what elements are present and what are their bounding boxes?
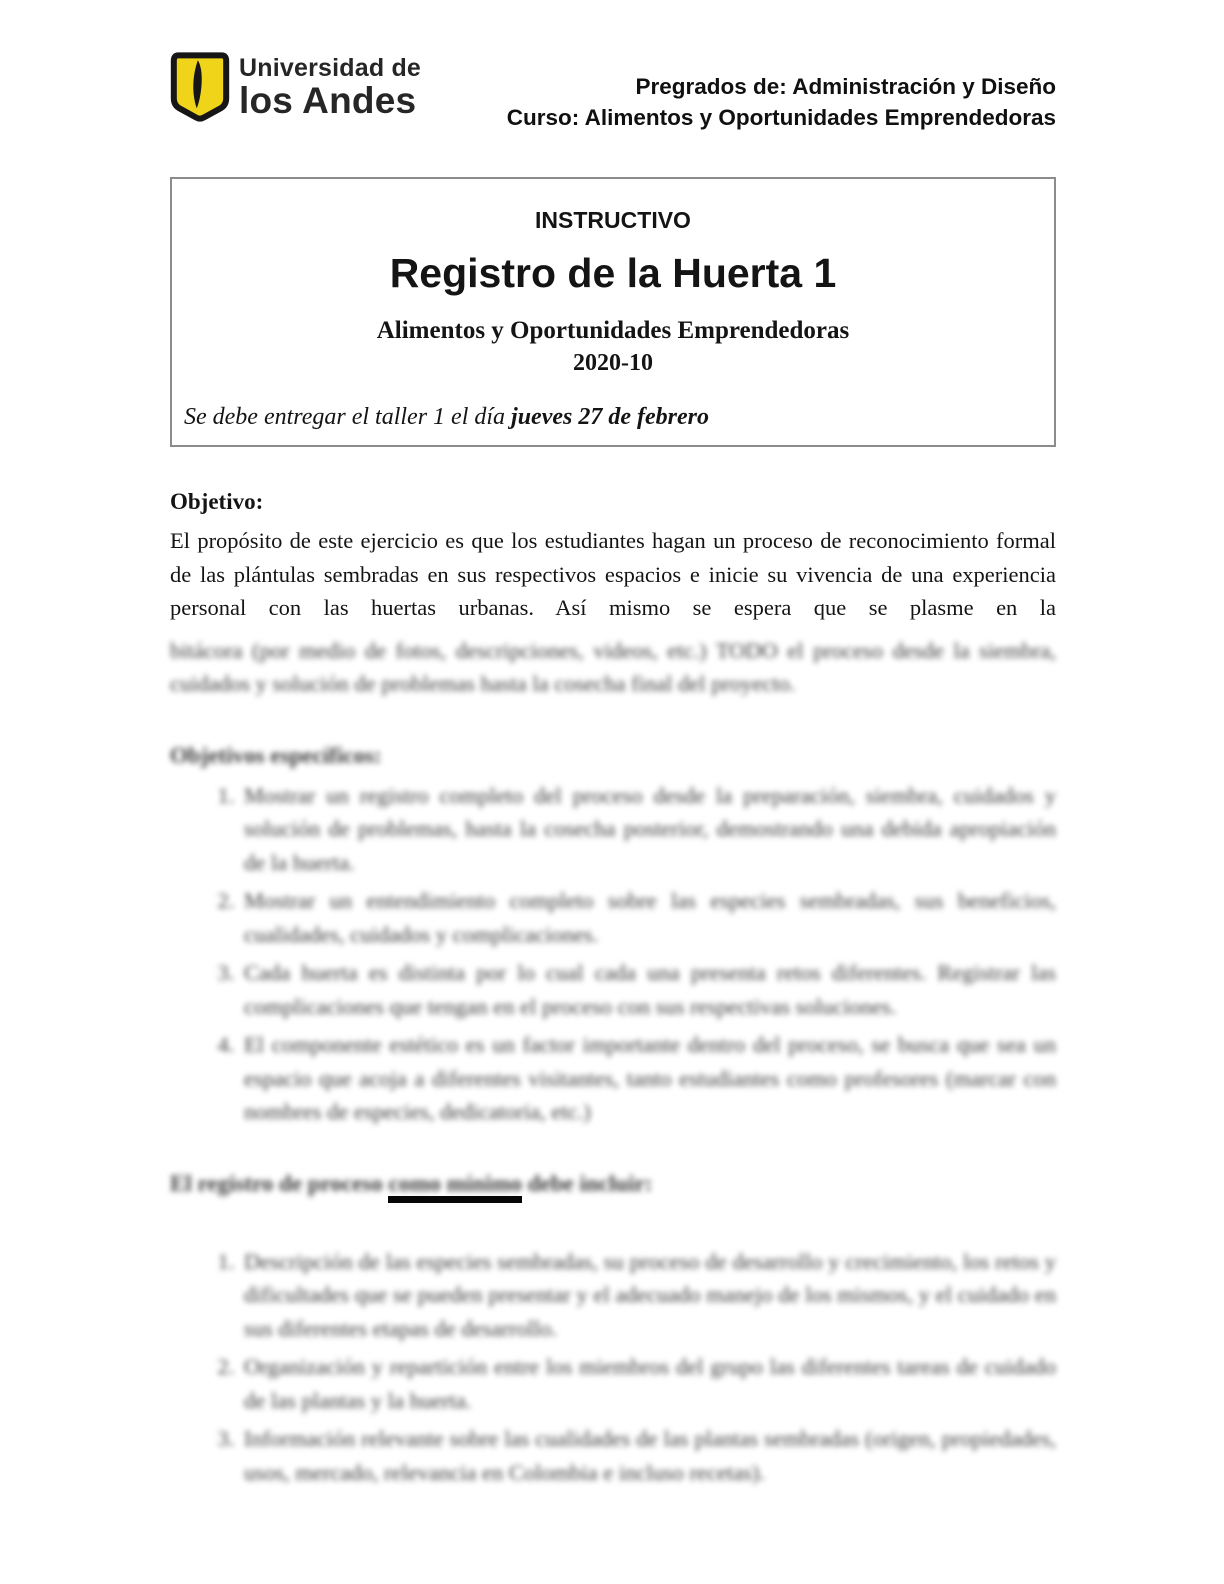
due-note-prefix: Se debe entregar el taller 1 el día xyxy=(184,404,512,430)
registry-heading-suffix: debe incluir: xyxy=(522,1170,653,1196)
specific-objective-item: 3. Cada huerta es distinta por lo cual cada una presenta retos diferentes. Registrar las complicaciones que tengan en el proceso con sus respectivas soluciones. xyxy=(240,956,1056,1023)
due-date-bold: jueves 27 de febrero xyxy=(511,404,709,430)
registry-heading-prefix: El registro de proceso xyxy=(170,1170,389,1196)
objective-paragraph-blurred: bitácora (por medio de fotos, descripciones, videos, etc.) TODO el proceso desde la siembra, cuidados y solución de problemas hasta la cosecha final del proyecto. xyxy=(170,637,1056,696)
registry-item: 3. Información relevante sobre las cualidades de las plantas sembradas (origen, propiedades, usos, mercado, relevancia en Colombia e incluso recetas). xyxy=(240,1422,1056,1489)
due-note xyxy=(172,404,1054,431)
page-header xyxy=(170,45,1056,141)
uniandes-shield-icon xyxy=(170,51,230,123)
registry-item: 2. Organización y repartición entre los miembros del grupo las diferentes tareas de cuidado de las plantas y la huerta. xyxy=(240,1350,1056,1417)
logo-wordmark-top: Universidad de xyxy=(239,53,422,82)
specific-objective-item: 1. Mostrar un registro completo del proceso desde la preparación, siembra, cuidados y solución de problemas, hasta la cosecha posterior, demostrando una debida apropiación de la huerta. xyxy=(240,779,1056,880)
specific-objectives-section xyxy=(170,743,1056,1129)
specific-objective-item: 2. Mostrar un entendimiento completo sobre las especies sembradas, sus beneficios, cualidades, cuidados y complicaciones. xyxy=(240,884,1056,951)
objective-heading: Objetivo: xyxy=(170,489,264,514)
instructivo-kicker: INSTRUCTIVO xyxy=(535,207,691,233)
header-course-line: Curso: Alimentos y Oportunidades Emprendedoras xyxy=(506,105,1056,130)
objective-paragraph: El propósito de este ejercicio es que los estudiantes hagan un proceso de reconocimiento formal de las plántulas sembradas en sus respectivos espacios e inicie su vivencia de una experiencia personal con las huertas urbanas. Así mismo se espera que se plasme en la xyxy=(170,528,1056,620)
logo-wordmark-bottom: los Andes xyxy=(239,79,417,121)
registry-heading-underline xyxy=(388,1172,522,1203)
instruction-title-box xyxy=(170,177,1056,447)
specific-objectives-list xyxy=(170,779,1056,1129)
objective-section xyxy=(170,489,1056,701)
term-label: 2020-10 xyxy=(573,350,653,376)
header-course-block xyxy=(507,45,1056,133)
course-subtitle: Alimentos y Oportunidades Emprendedoras xyxy=(376,317,850,344)
registry-heading-underlined-text: como mínimo xyxy=(388,1170,522,1196)
registry-item: 1. Descripción de las especies sembradas, su proceso de desarrollo y crecimiento, los retos y dificultades que se pueden presentar y el adecuado manejo de los mismos, y el cuidado en sus diferentes etapas de desarrollo. xyxy=(240,1245,1056,1346)
registry-heading xyxy=(170,1171,1056,1203)
registry-section xyxy=(170,1171,1056,1490)
uniandes-logo xyxy=(170,45,421,123)
header-program-line: Pregrados de: Administración y Diseño xyxy=(635,74,1056,99)
registry-list xyxy=(170,1245,1056,1490)
logo-wordmark xyxy=(239,53,422,121)
specific-objective-item: 4. El componente estético es un factor importante dentro del proceso, se busca que sea un espacio que acoja a diferentes visitantes, tanto estudiantes como profesores (marcar con nombres de especies, dedicatoria, etc.) xyxy=(240,1028,1056,1129)
document-title: Registro de la Huerta 1 xyxy=(389,250,837,296)
specific-objectives-heading: Objetivos específicos: xyxy=(170,742,382,768)
